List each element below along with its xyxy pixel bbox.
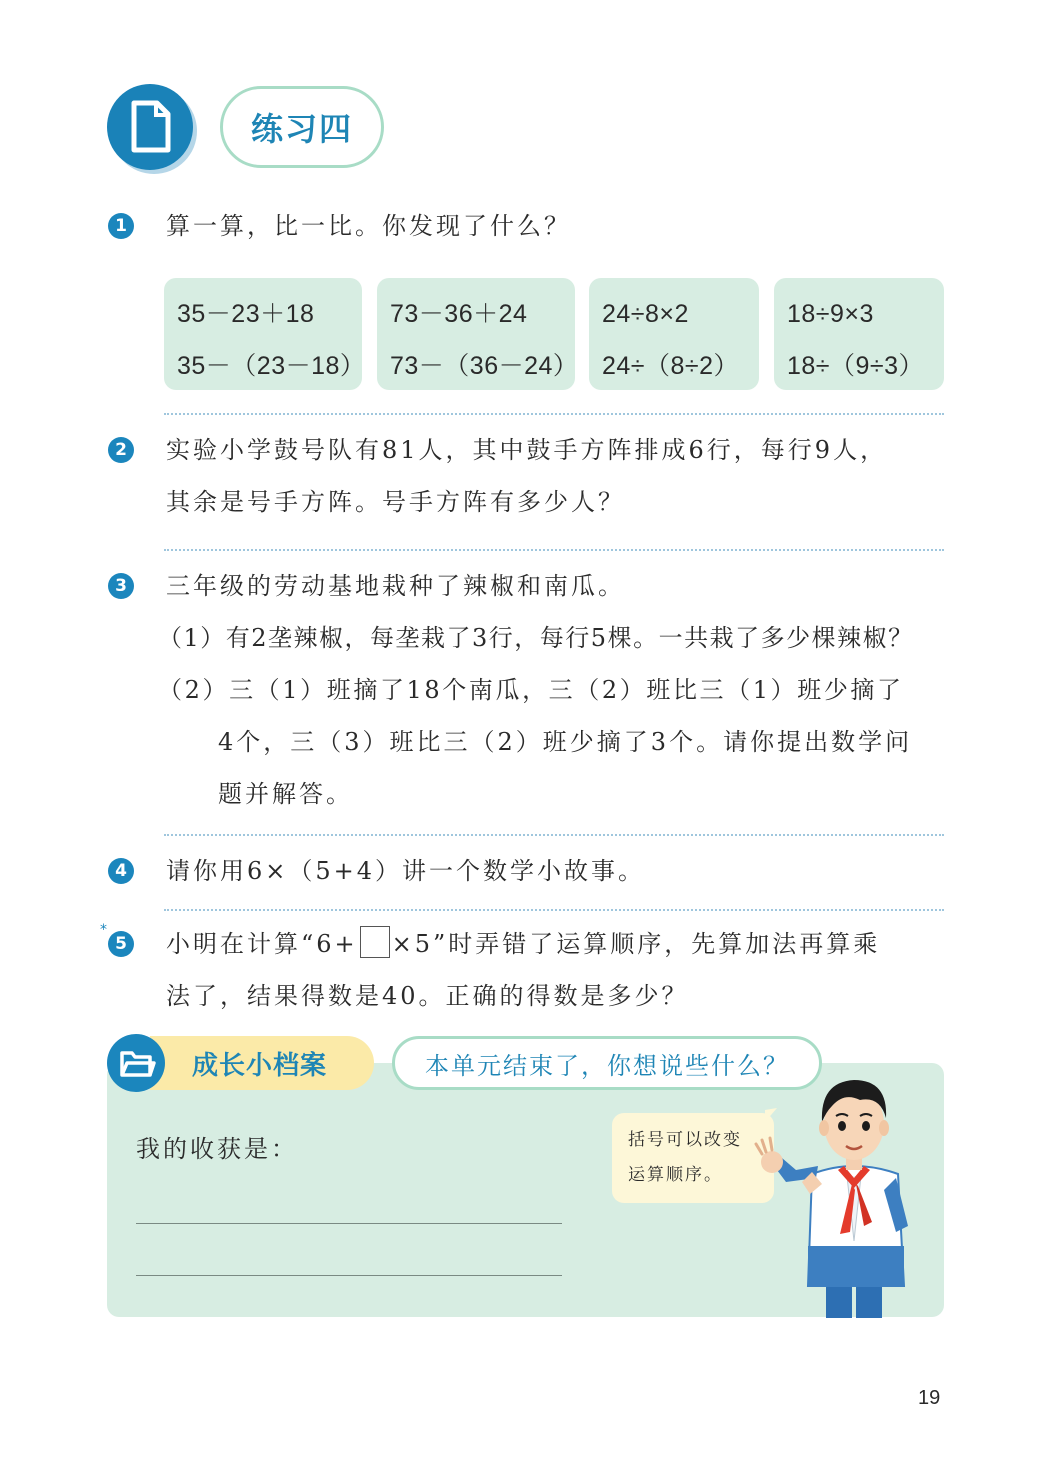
folder-icon: [107, 1034, 165, 1092]
divider: [164, 549, 944, 551]
question-3-sub-2-line-2: 4个，三（3）班比三（2）班少摘了3个。请你提出数学问: [218, 728, 913, 756]
expression-card-4-line-2: 18÷（9÷3）: [787, 352, 925, 380]
question-2-line-1: 实验小学鼓号队有81人，其中鼓手方阵排成6行，每行9人，: [166, 436, 888, 464]
question-5-line-1-post: ×5”时弄错了运算顺序，先算加法再算乘: [391, 930, 881, 958]
speech-bubble: [612, 1113, 774, 1203]
writing-line: [136, 1223, 562, 1224]
question-number-2: 2: [108, 437, 134, 463]
question-3-sub-2-line-1: （2）三（1）班摘了18个南瓜，三（2）班比三（1）班少摘了: [158, 676, 904, 704]
question-number-1: 1: [108, 213, 134, 239]
question-5-line-1-pre: 小明在计算“6+: [166, 930, 358, 958]
expression-card-1-line-1: 35－23＋18: [177, 300, 315, 328]
divider: [164, 834, 944, 836]
question-1-text: 算一算，比一比。你发现了什么？: [166, 212, 571, 240]
page-number: 19: [918, 1387, 941, 1409]
page-title: 练习四: [220, 86, 384, 168]
expression-card-2-line-2: 73－（36－24）: [390, 352, 579, 380]
gain-label: 我的收获是：: [136, 1135, 298, 1163]
question-3-intro: 三年级的劳动基地栽种了辣椒和南瓜。: [166, 572, 625, 600]
expression-card-2-line-1: 73－36＋24: [390, 300, 528, 328]
question-number-3: 3: [108, 573, 134, 599]
question-3-sub-1: （1）有2垄辣椒，每垄栽了3行，每行5棵。一共栽了多少棵辣椒？: [158, 624, 914, 652]
expression-card-3-line-2: 24÷（8÷2）: [602, 352, 740, 380]
divider: [164, 413, 944, 415]
expression-card-3: [589, 278, 759, 390]
expression-card-1: [164, 278, 366, 390]
optional-star: *: [100, 922, 107, 938]
question-2-line-2: 其余是号手方阵。号手方阵有多少人？: [166, 488, 625, 516]
boy-illustration: [752, 1066, 922, 1318]
document-icon: [107, 84, 193, 170]
writing-line: [136, 1275, 562, 1276]
question-5-line-2: 法了，结果得数是40。正确的得数是多少？: [166, 982, 689, 1010]
answer-blank-box: [360, 926, 390, 958]
expression-card-4: [774, 278, 944, 390]
question-number-4: 4: [108, 858, 134, 884]
growth-archive-tab: 成长小档案: [150, 1036, 374, 1090]
document-icon-glyph: [107, 84, 193, 170]
question-3-sub-2-line-3: 题并解答。: [218, 780, 353, 808]
expression-card-3-line-1: 24÷8×2: [602, 300, 689, 328]
divider: [164, 909, 944, 911]
reflection-prompt: 本单元结束了，你想说些什么？: [392, 1036, 822, 1090]
speech-bubble-line-2: 运算顺序。: [628, 1165, 723, 1185]
folder-icon-glyph: [107, 1034, 165, 1092]
question-number-5: 5: [108, 931, 134, 957]
question-4-text: 请你用6×（5+4）讲一个数学小故事。: [166, 857, 646, 885]
speech-bubble-line-1: 括号可以改变: [628, 1130, 742, 1150]
expression-card-2: [377, 278, 579, 390]
expression-card-4-line-1: 18÷9×3: [787, 300, 874, 328]
expression-card-1-line-2: 35－（23－18）: [177, 352, 366, 380]
question-5-line-1: [166, 918, 880, 970]
